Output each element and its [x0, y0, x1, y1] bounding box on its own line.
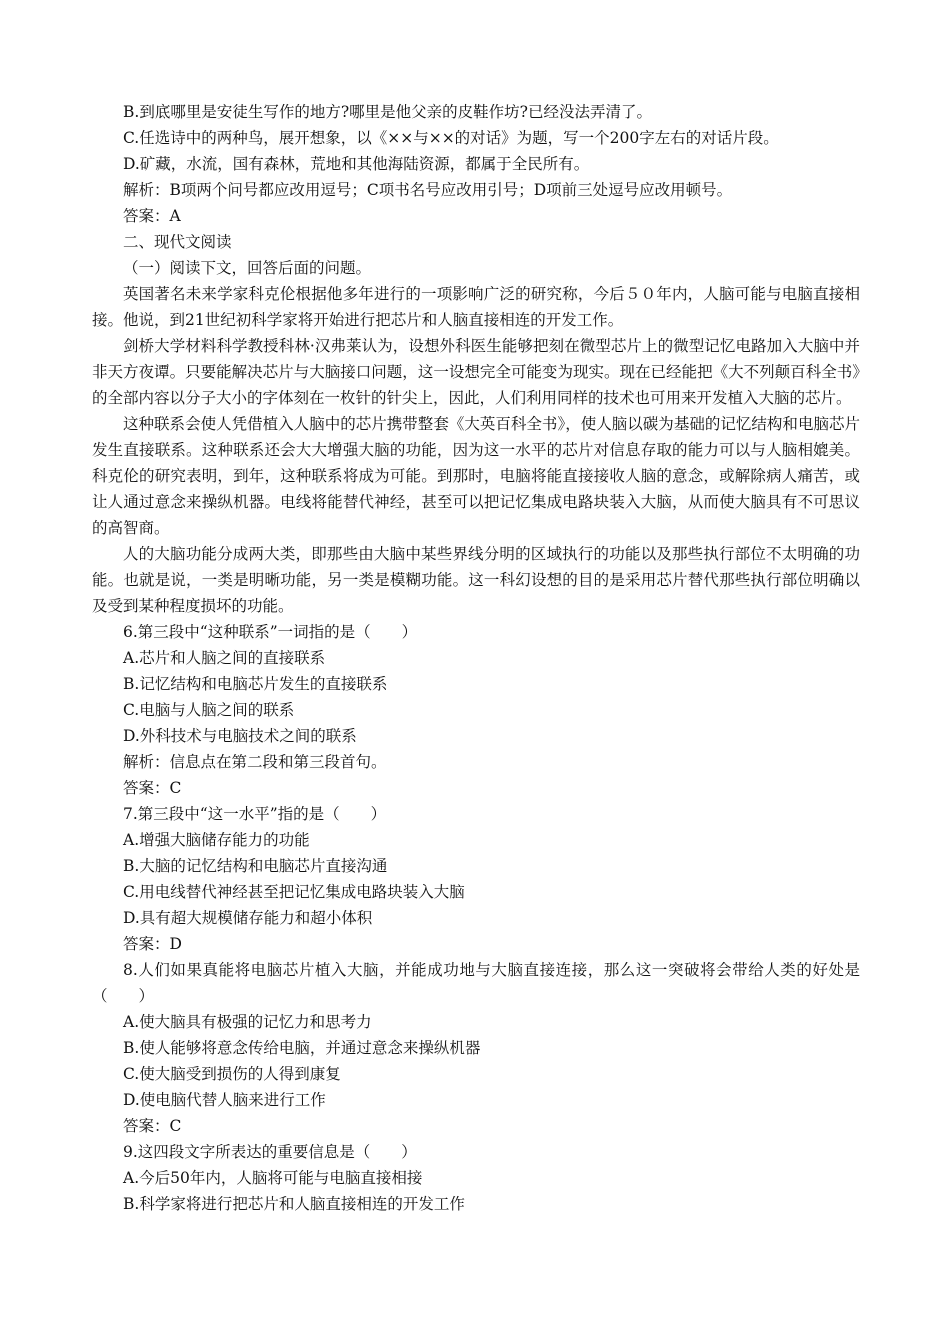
q7-option-b: B.大脑的记忆结构和电脑芯片直接沟通: [123, 857, 388, 875]
q7-stem: 7.第三段中“这一水平”指的是（ ）: [123, 805, 387, 823]
q6-analysis: 解析：信息点在第二段和第三段首句。: [123, 753, 387, 771]
q8-option-a: A.使大脑具有极强的记忆力和思考力: [123, 1013, 372, 1031]
q7-option-c: C.用电线替代神经甚至把记忆集成电路块装入大脑: [123, 883, 465, 901]
passage-paragraph-1: 英国著名未来学家科克伦根据他多年进行的一项影响广泛的研究称，今后５０年内，人脑可能与电脑直接相接。他说，到21世纪初科学家将开始进行把芯片和人脑直接相连的开发工作。: [92, 285, 860, 329]
q6-option-a: A.芯片和人脑之间的直接联系: [123, 649, 326, 667]
passage-paragraph-2: 剑桥大学材料科学教授科林·汉弗莱认为，设想外科医生能够把刻在微型芯片上的微型记忆电路加入大脑中并非天方夜谭。只要能解决芯片与大脑接口问题，这一设想完全可能变为现实。现在已经能把《大不列颠百科全书》的全部内容以分子大小的字体刻在一枚针的针尖上，因此，人们利用同样的技术也可用来开发植入大脑的芯片。: [92, 337, 860, 407]
q5-analysis: 解析：B项两个问号都应改用逗号；C项书名号应改用引号；D项前三处逗号应改用顿号。: [123, 181, 733, 199]
q7-option-d: D.具有超大规模储存能力和超小体积: [123, 909, 373, 927]
q7-answer: 答案：D: [123, 935, 182, 953]
q9-option-b: B.科学家将进行把芯片和人脑直接相连的开发工作: [123, 1195, 465, 1213]
q7-option-a: A.增强大脑储存能力的功能: [123, 831, 310, 849]
q8-option-c: C.使大脑受到损伤的人得到康复: [123, 1065, 341, 1083]
q6-option-d: D.外科技术与电脑技术之间的联系: [123, 727, 357, 745]
section-heading: 二、现代文阅读: [123, 233, 232, 251]
sub-heading: （一）阅读下文，回答后面的问题。: [123, 259, 372, 277]
document-body: [92, 99, 860, 1217]
passage-paragraph-3: 这种联系会使人凭借植入人脑中的芯片携带整套《大英百科全书》，使人脑以碳为基础的记忆结构和电脑芯片发生直接联系。这种联系还会大大增强大脑的功能，因为这一水平的芯片对信息存取的能力可以与人脑相媲美。科克伦的研究表明，到年，这种联系将成为可能。到那时，电脑将能直接接收人脑的意念，或解除病人痛苦，或让人通过意念来操纵机器。电线将能替代神经，甚至可以把记忆集成电路块装入大脑，从而使大脑具有不可思议的高智商。: [92, 415, 860, 537]
q8-option-d: D.使电脑代替人脑来进行工作: [123, 1091, 326, 1109]
q6-option-b: B.记忆结构和电脑芯片发生的直接联系: [123, 675, 388, 693]
q8-answer: 答案：C: [123, 1117, 182, 1135]
q5-option-c: C.任选诗中的两种鸟，展开想象，以《××与××的对话》为题，写一个200字左右的对话片段。: [123, 129, 779, 147]
q8-option-b: B.使人能够将意念传给电脑，并通过意念来操纵机器: [123, 1039, 481, 1057]
q6-option-c: C.电脑与人脑之间的联系: [123, 701, 295, 719]
q5-option-d: D.矿藏，水流，国有森林，荒地和其他海陆资源，都属于全民所有。: [123, 155, 590, 173]
q6-answer: 答案：C: [123, 779, 182, 797]
q6-stem: 6.第三段中“这种联系”一词指的是（ ）: [123, 623, 418, 641]
q5-answer: 答案：A: [123, 207, 181, 225]
q8-stem: 8.人们如果真能将电脑芯片植入大脑，并能成功地与大脑直接连接，那么这一突破将会带给人类的好处是（ ）: [92, 961, 860, 1005]
q9-option-a: A.今后50年内，人脑将可能与电脑直接相接: [123, 1169, 423, 1187]
q9-stem: 9.这四段文字所表达的重要信息是（ ）: [123, 1143, 417, 1161]
q5-option-b: B.到底哪里是安徒生写作的地方?哪里是他父亲的皮鞋作坊?已经没法弄清了。: [123, 103, 652, 121]
passage-paragraph-4: 人的大脑功能分成两大类，即那些由大脑中某些界线分明的区域执行的功能以及那些执行部位不太明确的功能。也就是说，一类是明晰功能，另一类是模糊功能。这一科幻设想的目的是采用芯片替代那些执行部位明确以及受到某种程度损坏的功能。: [92, 545, 860, 615]
